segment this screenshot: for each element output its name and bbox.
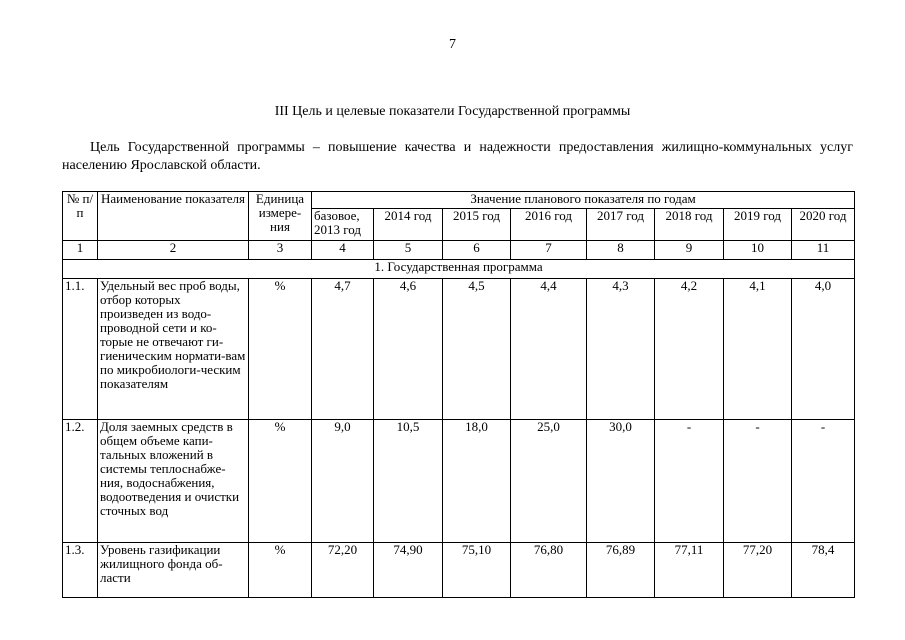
row-value: 4,7 — [312, 279, 374, 420]
row-value: 4,3 — [587, 279, 655, 420]
row-name: Доля заемных средств в общем объеме капи-тальных вложений в системы теплоснабже-ния, водоснабжения, водоотведения и очистки сточных вод — [98, 420, 249, 543]
row-value: 18,0 — [443, 420, 511, 543]
column-number: 8 — [587, 241, 655, 260]
row-value: 72,20 — [312, 543, 374, 598]
row-num: 1.2. — [63, 420, 98, 543]
header-year: 2015 год — [443, 209, 511, 241]
column-number: 5 — [374, 241, 443, 260]
row-value: 76,89 — [587, 543, 655, 598]
header-year: 2018 год — [655, 209, 724, 241]
header-name: Наименование показателя — [98, 192, 249, 241]
goal-paragraph — [62, 139, 853, 175]
row-value: - — [655, 420, 724, 543]
header-row-1 — [63, 192, 855, 209]
row-value: 77,20 — [724, 543, 792, 598]
row-value: 4,4 — [511, 279, 587, 420]
row-unit: % — [249, 420, 312, 543]
row-value: 74,90 — [374, 543, 443, 598]
column-number: 1 — [63, 241, 98, 260]
header-year: 2020 год — [792, 209, 855, 241]
header-group: Значение планового показателя по годам — [312, 192, 855, 209]
header-year: 2017 год — [587, 209, 655, 241]
column-number: 4 — [312, 241, 374, 260]
header-year: 2014 год — [374, 209, 443, 241]
row-value: 76,80 — [511, 543, 587, 598]
row-name: Уровень газификации жилищного фонда об-ласти — [98, 543, 249, 598]
row-value: 25,0 — [511, 420, 587, 543]
row-unit: % — [249, 543, 312, 598]
row-value: - — [724, 420, 792, 543]
row-value: - — [792, 420, 855, 543]
row-value: 78,4 — [792, 543, 855, 598]
row-value: 4,2 — [655, 279, 724, 420]
goal-text: Цель Государственной программы – повышение качества и надежности предоставления жилищно-коммунальных услуг населению Ярославской области. — [62, 140, 853, 173]
section-row — [63, 260, 855, 279]
row-value: 4,1 — [724, 279, 792, 420]
column-number: 11 — [792, 241, 855, 260]
header-year: 2019 год — [724, 209, 792, 241]
row-name: Удельный вес проб воды, отбор которых произведен из водо-проводной сети и ко-торые не отвечают ги-гиеническим нормати-вам по микробиологи-ческим показателям — [98, 279, 249, 420]
table-row — [63, 279, 855, 420]
indicators-table — [62, 191, 855, 598]
row-value: 4,0 — [792, 279, 855, 420]
row-value: 9,0 — [312, 420, 374, 543]
column-number-row — [63, 241, 855, 260]
section-label: 1. Государственная программа — [63, 260, 855, 279]
column-number: 6 — [443, 241, 511, 260]
section-title: III Цель и целевые показатели Государственной программы — [274, 104, 631, 119]
row-value: 30,0 — [587, 420, 655, 543]
table-row — [63, 420, 855, 543]
row-value: 10,5 — [374, 420, 443, 543]
header-year: 2016 год — [511, 209, 587, 241]
row-value: 75,10 — [443, 543, 511, 598]
header-year: базовое, 2013 год — [312, 209, 374, 241]
row-num: 1.1. — [63, 279, 98, 420]
header-unit: Единица измере-ния — [249, 192, 312, 241]
row-unit: % — [249, 279, 312, 420]
column-number: 9 — [655, 241, 724, 260]
header-num: № п/п — [63, 192, 98, 241]
table-row — [63, 543, 855, 598]
row-value: 4,6 — [374, 279, 443, 420]
row-value: 4,5 — [443, 279, 511, 420]
row-value: 77,11 — [655, 543, 724, 598]
column-number: 10 — [724, 241, 792, 260]
column-number: 7 — [511, 241, 587, 260]
column-number: 3 — [249, 241, 312, 260]
row-num: 1.3. — [63, 543, 98, 598]
page-number: 7 — [449, 37, 456, 52]
column-number: 2 — [98, 241, 249, 260]
